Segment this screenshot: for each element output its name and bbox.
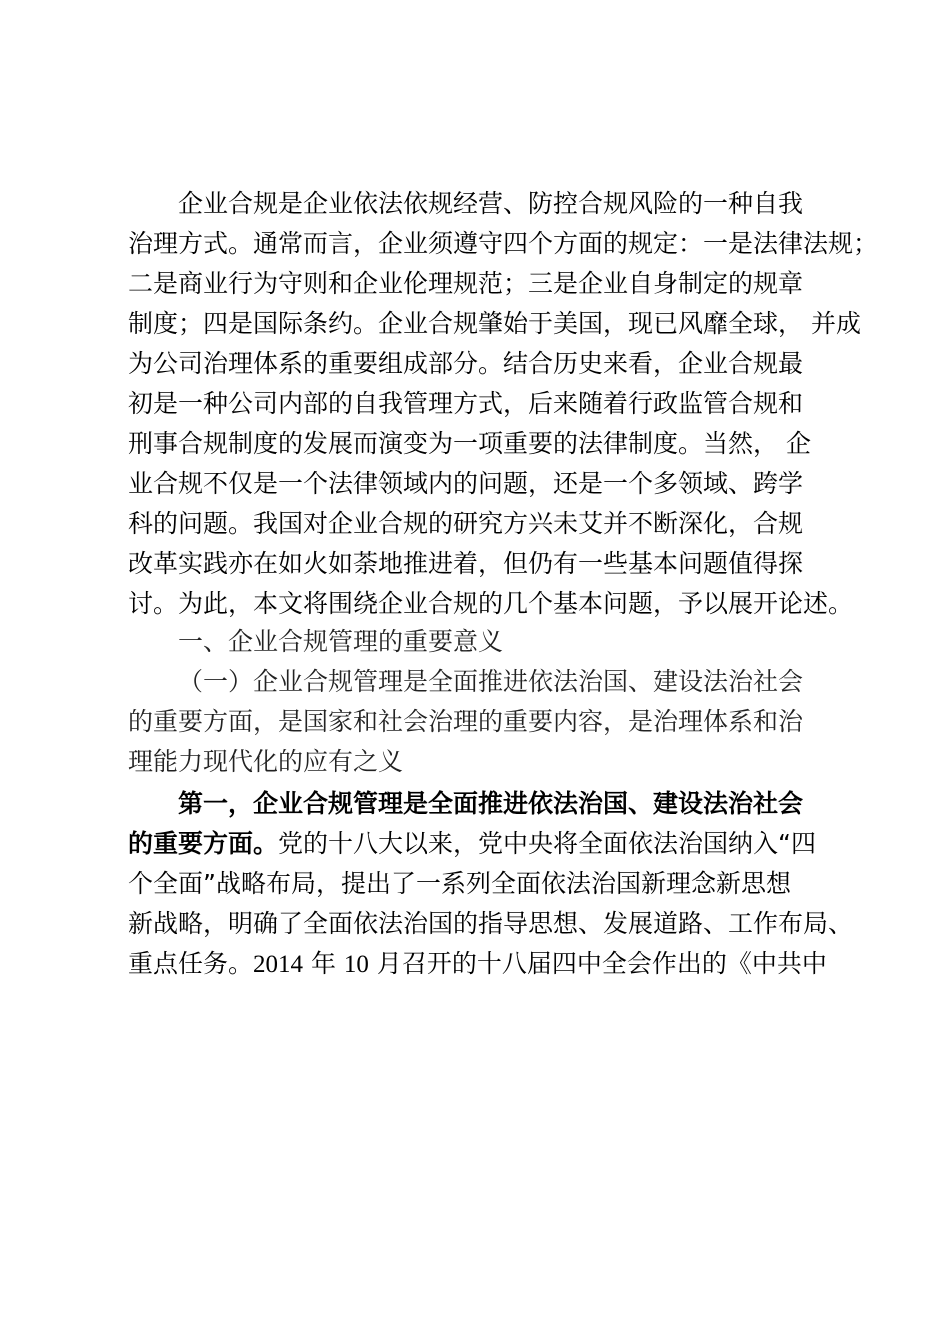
paragraph-2-bold-lead: 的重要方面。 bbox=[128, 829, 279, 858]
paragraph-1-line-3: 二是商业行为守则和企业伦理规范；三是企业自身制定的规章 bbox=[128, 269, 804, 298]
paragraph-2-line-5 bbox=[128, 948, 828, 981]
paragraph-1-line-5: 为公司治理体系的重要组成部分。结合历史来看，企业合规最 bbox=[128, 349, 804, 378]
subheading-line-1: （一）企业合规管理是全面推进依法治国、建设法治社会 bbox=[178, 667, 804, 696]
paragraph-2-line-5-a: 重点任务。 bbox=[128, 949, 254, 978]
subheading-line-3: 理能力现代化的应有之义 bbox=[128, 747, 404, 776]
paragraph-1-line-1: 企业合规是企业依法依规经营、防控合规风险的一种自我 bbox=[178, 189, 804, 218]
paragraph-2-month: 10 bbox=[343, 951, 369, 978]
paragraph-2-bold-line-1: 第一，企业合规管理是全面推进依法治国、建设法治社会 bbox=[178, 789, 804, 818]
paragraph-2-line-4: 新战略，明确了全面依法治国的指导思想、发展道路、工作布局、 bbox=[128, 909, 854, 938]
paragraph-1-line-9: 科的问题。我国对企业合规的研究方兴未艾并不断深化，合规 bbox=[128, 509, 804, 538]
paragraph-1-line-2: 治理方式。通常而言，企业须遵守四个方面的规定：一是法律法规； bbox=[128, 229, 879, 258]
paragraph-1-line-4: 制度；四是国际条约。企业合规肇始于美国，现已风靡全球， 并成 bbox=[128, 309, 861, 338]
paragraph-2-line-3: 个全面”战略布局，提出了一系列全面依法治国新理念新思想 bbox=[128, 869, 791, 898]
paragraph-1-line-11: 讨。为此，本文将围绕企业合规的几个基本问题，予以展开论述。 bbox=[128, 589, 854, 618]
paragraph-2-line-5-c: 月召开的十八届四中全会作出的《中共中 bbox=[368, 949, 827, 978]
paragraph-1-line-6: 初是一种公司内部的自我管理方式，后来随着行政监管合规和 bbox=[128, 389, 804, 418]
subheading-line-2: 的重要方面，是国家和社会治理的重要内容，是治理体系和治 bbox=[128, 707, 804, 736]
paragraph-2-line-5-b: 年 bbox=[303, 949, 344, 978]
paragraph-2-year: 2014 bbox=[253, 951, 304, 978]
paragraph-1-line-10: 改革实践亦在如火如荼地推进着，但仍有一些基本问题值得探 bbox=[128, 549, 804, 578]
paragraph-1-line-7: 刑事合规制度的发展而演变为一项重要的法律制度。当然， 企 bbox=[128, 429, 811, 458]
paragraph-2-line-2-rest: 党的十八大以来，党中央将全面依法治国纳入“四 bbox=[278, 829, 816, 858]
paragraph-1-line-8: 业合规不仅是一个法律领域内的问题，还是一个多领域、跨学 bbox=[128, 469, 804, 498]
paragraph-2-line-2 bbox=[128, 828, 828, 860]
section-heading: 一、企业合规管理的重要意义 bbox=[178, 627, 504, 656]
